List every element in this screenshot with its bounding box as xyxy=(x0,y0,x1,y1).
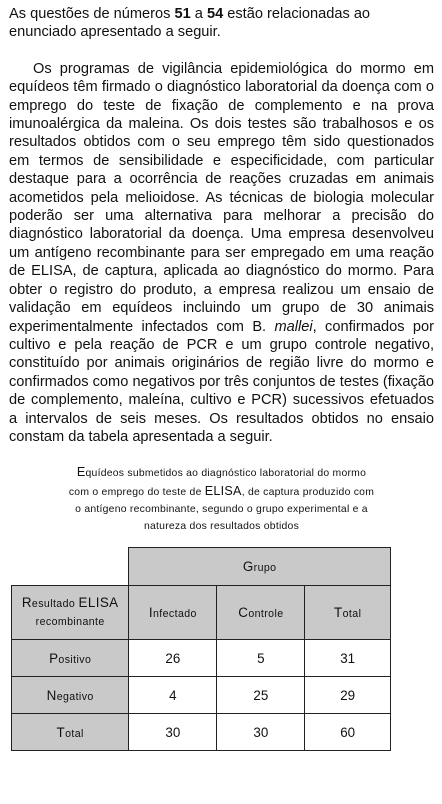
row-header-initial: R xyxy=(21,595,32,611)
column-initial: T xyxy=(334,605,343,621)
group-header-initial: G xyxy=(242,559,254,575)
caption-line2-post: , de captura produzido com xyxy=(241,486,375,498)
column-header-infectado xyxy=(129,586,217,640)
intro-post: estão relacionadas ao enunciado apresentado a seguir. xyxy=(9,6,371,41)
body-paragraph xyxy=(9,60,434,447)
cell-negativo-infectado: 4 xyxy=(129,677,217,714)
caption-initial: E xyxy=(76,465,86,480)
row-header-elisa: ELISA xyxy=(78,595,119,611)
row-label-rest: egativo xyxy=(56,690,94,703)
group-header xyxy=(129,548,391,586)
cell-total-total: 60 xyxy=(305,714,391,751)
paragraph-italic: mallei xyxy=(274,318,313,335)
question-number-end: 54 xyxy=(206,6,224,22)
row-header-mid: esultado xyxy=(31,598,79,611)
table-column-header-row xyxy=(12,586,391,640)
intro-pre: As questões de números xyxy=(9,6,175,22)
table-corner-blank xyxy=(12,548,129,586)
row-label-initial: T xyxy=(56,724,66,740)
row-label-total xyxy=(12,714,129,751)
row-label-positivo xyxy=(12,640,129,677)
column-header-total xyxy=(305,586,391,640)
column-initial: I xyxy=(148,605,153,621)
row-label-initial: N xyxy=(46,687,57,703)
cell-positivo-controle: 5 xyxy=(217,640,305,677)
caption-line2-pre: com o emprego do teste de xyxy=(68,486,205,498)
paragraph-part2: , confirmados por cultivo e pela reação de PCR e um grupo controle negativo, constituído por animais originários de região livre do mormo e confirmados como negativos por três conjuntos de testes (fixação de complemento, maleína, cultivo e PCR) sucessivos efetuados a intervalos de seis meses. Os resultados obtidos no ensaio constam da tabela apresentada a seguir. xyxy=(9,318,435,445)
cell-total-infectado: 30 xyxy=(129,714,217,751)
intro-mid: a xyxy=(190,6,207,22)
caption-elisa: ELISA xyxy=(204,483,242,498)
caption-line-2 xyxy=(9,483,434,501)
row-label-negativo xyxy=(12,677,129,714)
column-rest: otal xyxy=(342,608,362,621)
cell-total-controle: 30 xyxy=(217,714,305,751)
cell-positivo-total: 31 xyxy=(305,640,391,677)
row-header-result xyxy=(12,586,129,640)
table-row-positivo xyxy=(12,640,391,677)
results-table xyxy=(11,547,391,751)
question-number-start: 51 xyxy=(174,6,191,22)
row-header-line2: recombinante xyxy=(35,616,105,629)
cell-negativo-controle: 25 xyxy=(217,677,305,714)
caption-line-1 xyxy=(9,464,434,482)
column-rest: ontrole xyxy=(248,608,284,621)
table-caption xyxy=(9,464,434,535)
group-header-rest: rupo xyxy=(253,562,277,575)
row-label-initial: P xyxy=(49,650,59,666)
table-row-total xyxy=(12,714,391,751)
paragraph-part1: Os programas de vigilância epidemiológica do mormo em equídeos têm firmado o diagnóstico laboratorial da doença com o emprego do teste de fixação de complemento e na prova imunoalérgica da maleina. Os dois testes são trabalhosos e os resultados obtidos com o seu emprego têm sido questionados em termos de sensibilidade e especificidade, com particular destaque para a ocorrência de reações cruzadas em animais acometidos pela melioidose. As técnicas de biologia molecular poderão ser uma alternativa para melhorar a precisão do diagnóstico laboratorial da doença. Uma empresa desenvolveu um antígeno recombinante para ser empregado em uma reação de ELISA, de captura, aplicada ao diagnóstico do mormo. Para obter o registro do produto, a empresa realizou um ensaio de validação em equídeos incluindo um grupo de 30 animais experimentalmente infectados com B. xyxy=(9,60,434,335)
caption-line-3: o antígeno recombinante, segundo o grupo experimental e a xyxy=(75,503,368,515)
row-label-rest: otal xyxy=(65,727,84,740)
cell-positivo-infectado: 26 xyxy=(129,640,217,677)
caption-line1-rest: quídeos submetidos ao diagnóstico laboratorial do mormo xyxy=(85,468,367,480)
row-label-rest: ositivo xyxy=(58,653,92,666)
column-rest: nfectado xyxy=(153,608,197,621)
column-header-controle xyxy=(217,586,305,640)
caption-line-4: natureza dos resultados obtidos xyxy=(143,520,300,532)
intro-text xyxy=(9,5,434,42)
cell-negativo-total: 29 xyxy=(305,677,391,714)
table-group-row xyxy=(12,548,391,586)
column-initial: C xyxy=(238,605,249,621)
table-row-negativo xyxy=(12,677,391,714)
